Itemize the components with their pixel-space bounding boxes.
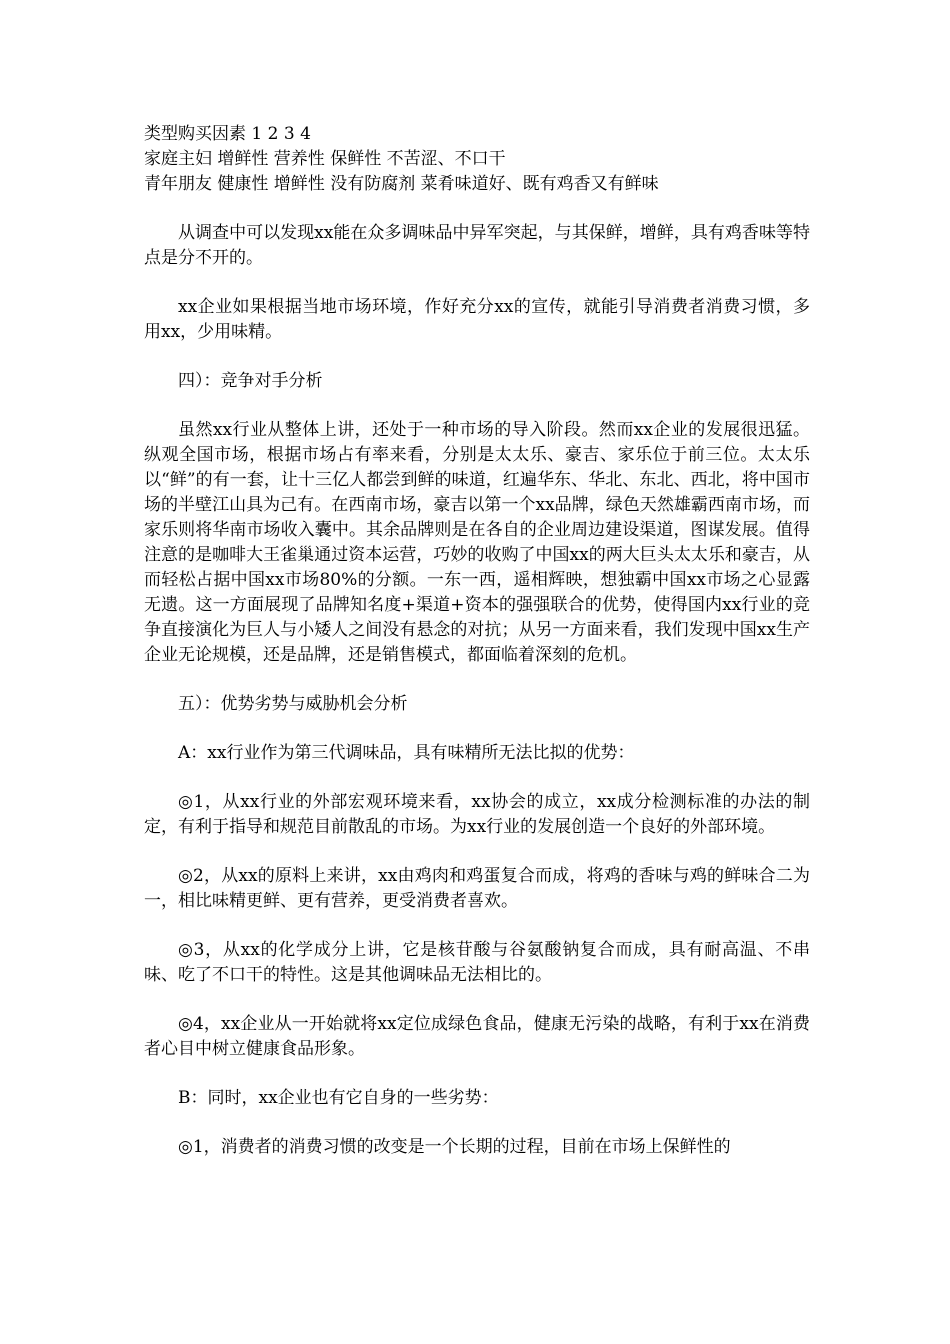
paragraph-strength-2: ◎2，从xx的原料上来讲，xx由鸡肉和鸡蛋复合而成，将鸡的香味与鸡的鲜味合二为一，相比味精更鲜、更有营养，更受消费者喜欢。 bbox=[144, 866, 810, 911]
paragraph-strength-4: ◎4，xx企业从一开始就将xx定位成绿色食品，健康无污染的战略，有利于xx在消费者心目中树立健康食品形象。 bbox=[144, 1014, 810, 1059]
section-heading-swot-analysis: 五）：优势劣势与威胁机会分析 bbox=[178, 694, 408, 714]
section-heading-competitor-analysis: 四）：竞争对手分析 bbox=[178, 371, 323, 391]
paragraph-market-promotion: xx企业如果根据当地市场环境，作好充分xx的宣传，就能引导消费者消费习惯，多用xx，少用味精。 bbox=[144, 297, 810, 342]
paragraph-survey-finding: 从调查中可以发现xx能在众多调味品中异军突起，与其保鲜，增鲜，具有鸡香味等特点是分不开的。 bbox=[144, 223, 810, 268]
table-header: 类型购买因素 1 2 3 4 bbox=[144, 124, 311, 144]
paragraph-strength-3: ◎3，从xx的化学成分上讲，它是核苷酸与谷氨酸钠复合而成，具有耐高温、不串味、吃了不口干的特性。这是其他调味品无法相比的。 bbox=[144, 940, 810, 985]
paragraph-strengths-intro: A：xx行业作为第三代调味品，具有味精所无法比拟的优势： bbox=[178, 743, 635, 763]
purchase-factor-table bbox=[144, 122, 810, 197]
table-row-housewife: 家庭主妇 增鲜性 营养性 保鲜性 不苦涩、不口干 bbox=[144, 149, 506, 169]
paragraph-competitor-analysis: 虽然xx行业从整体上讲，还处于一种市场的导入阶段。然而xx企业的发展很迅猛。纵观全国市场，根据市场占有率来看，分别是太太乐、豪吉、家乐位于前三位。太太乐以“鲜”的有一套，让十三亿人都尝到鲜的味道，红遍华东、华北、东北、西北，将中国市场的半壁江山具为己有。在西南市场，豪吉以第一个xx品牌，绿色天然雄霸西南市场，而家乐则将华南市场收入囊中。其余品牌则是在各自的企业周边建设渠道，图谋发展。值得注意的是咖啡大王雀巢通过资本运营，巧妙的收购了中国xx的两大巨头太太乐和豪吉，从而轻松占据中国xx市场80%的分额。一东一西，遥相辉映，想独霸中国xx市场之心显露无遗。这一方面展现了品牌知名度+渠道+资本的强强联合的优势，使得国内xx行业的竞争直接演化为巨人与小矮人之间没有悬念的对抗；从另一方面来看，我们发现中国xx生产企业无论规模，还是品牌，还是销售模式，都面临着深刻的危机。 bbox=[144, 420, 810, 665]
document-page bbox=[144, 122, 810, 1160]
paragraph-strength-1: ◎1，从xx行业的外部宏观环境来看，xx协会的成立，xx成分检测标准的办法的制定，有利于指导和规范目前散乱的市场。为xx行业的发展创造一个良好的外部环境。 bbox=[144, 792, 810, 837]
table-row-youth: 青年朋友 健康性 增鲜性 没有防腐剂 菜肴味道好、既有鸡香又有鲜味 bbox=[144, 174, 659, 194]
paragraph-weakness-1: ◎1，消费者的消费习惯的改变是一个长期的过程，目前在市场上保鲜性的 bbox=[178, 1137, 731, 1157]
paragraph-weaknesses-intro: B：同时，xx企业也有它自身的一些劣势： bbox=[178, 1088, 499, 1108]
